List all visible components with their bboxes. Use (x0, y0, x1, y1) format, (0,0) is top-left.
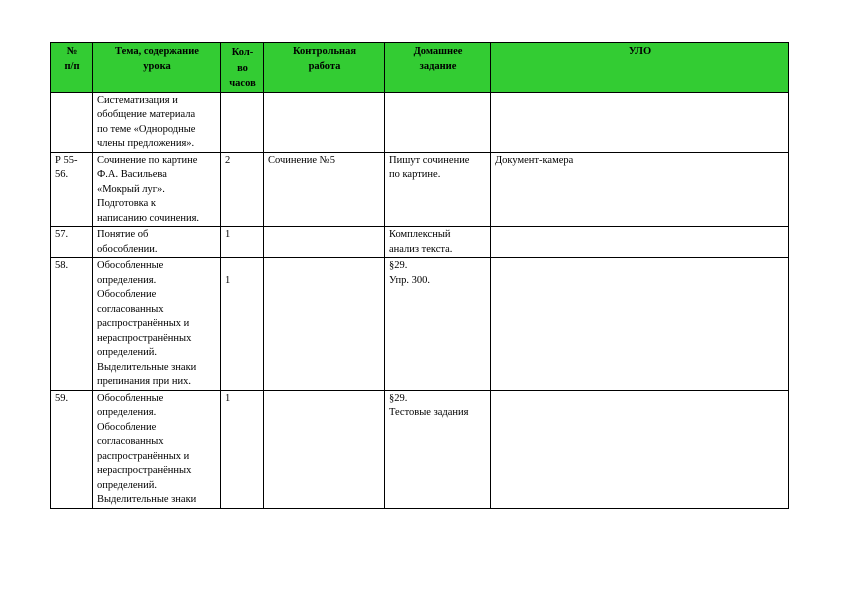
row-topic: Понятие об обособлении. (93, 227, 221, 258)
row-topic: Систематизация и обобщение материала по теме «Однородные члены предложения». (93, 92, 221, 152)
row-homework (385, 92, 491, 152)
row-control-work (264, 390, 385, 508)
header-control-work: Контрольная работа (264, 43, 385, 93)
row-control-work (264, 227, 385, 258)
table-row (51, 92, 789, 152)
row-ulo (491, 390, 789, 508)
row-topic: Обособленные определения. Обособление согласованных распространённых и нераспространённых определений. Выделительные знаки препинания при них. (93, 258, 221, 391)
row-hours: 1 (221, 258, 264, 391)
row-number: 57. (51, 227, 93, 258)
row-number: Р 55- 56. (51, 152, 93, 227)
row-ulo: Документ-камера (491, 152, 789, 227)
table-row (51, 390, 789, 508)
row-homework: Комплексный анализ текста. (385, 227, 491, 258)
row-control-work (264, 258, 385, 391)
table-header-row (51, 43, 789, 93)
row-homework: §29. Упр. 300. (385, 258, 491, 391)
row-number (51, 92, 93, 152)
row-hours (221, 92, 264, 152)
header-hours: Кол- во часов (221, 43, 264, 93)
table-row (51, 227, 789, 258)
row-topic: Сочинение по картине Ф.А. Васильева «Мокрый луг». Подготовка к написанию сочинения. (93, 152, 221, 227)
row-homework: Пишут сочинение по картине. (385, 152, 491, 227)
header-topic: Тема, содержание урока (93, 43, 221, 93)
row-ulo (491, 92, 789, 152)
row-number: 59. (51, 390, 93, 508)
table-row (51, 152, 789, 227)
row-ulo (491, 227, 789, 258)
row-hours: 1 (221, 227, 264, 258)
header-homework: Домашнее задание (385, 43, 491, 93)
row-hours: 2 (221, 152, 264, 227)
header-ulo: УЛО (491, 43, 789, 93)
row-topic: Обособленные определения. Обособление согласованных распространённых и нераспространённых определений. Выделительные знаки (93, 390, 221, 508)
row-control-work: Сочинение №5 (264, 152, 385, 227)
lesson-plan-table (50, 42, 789, 509)
row-ulo (491, 258, 789, 391)
row-number: 58. (51, 258, 93, 391)
row-homework: §29. Тестовые задания (385, 390, 491, 508)
header-number: № п/п (51, 43, 93, 93)
row-control-work (264, 92, 385, 152)
table-row (51, 258, 789, 391)
row-hours: 1 (221, 390, 264, 508)
